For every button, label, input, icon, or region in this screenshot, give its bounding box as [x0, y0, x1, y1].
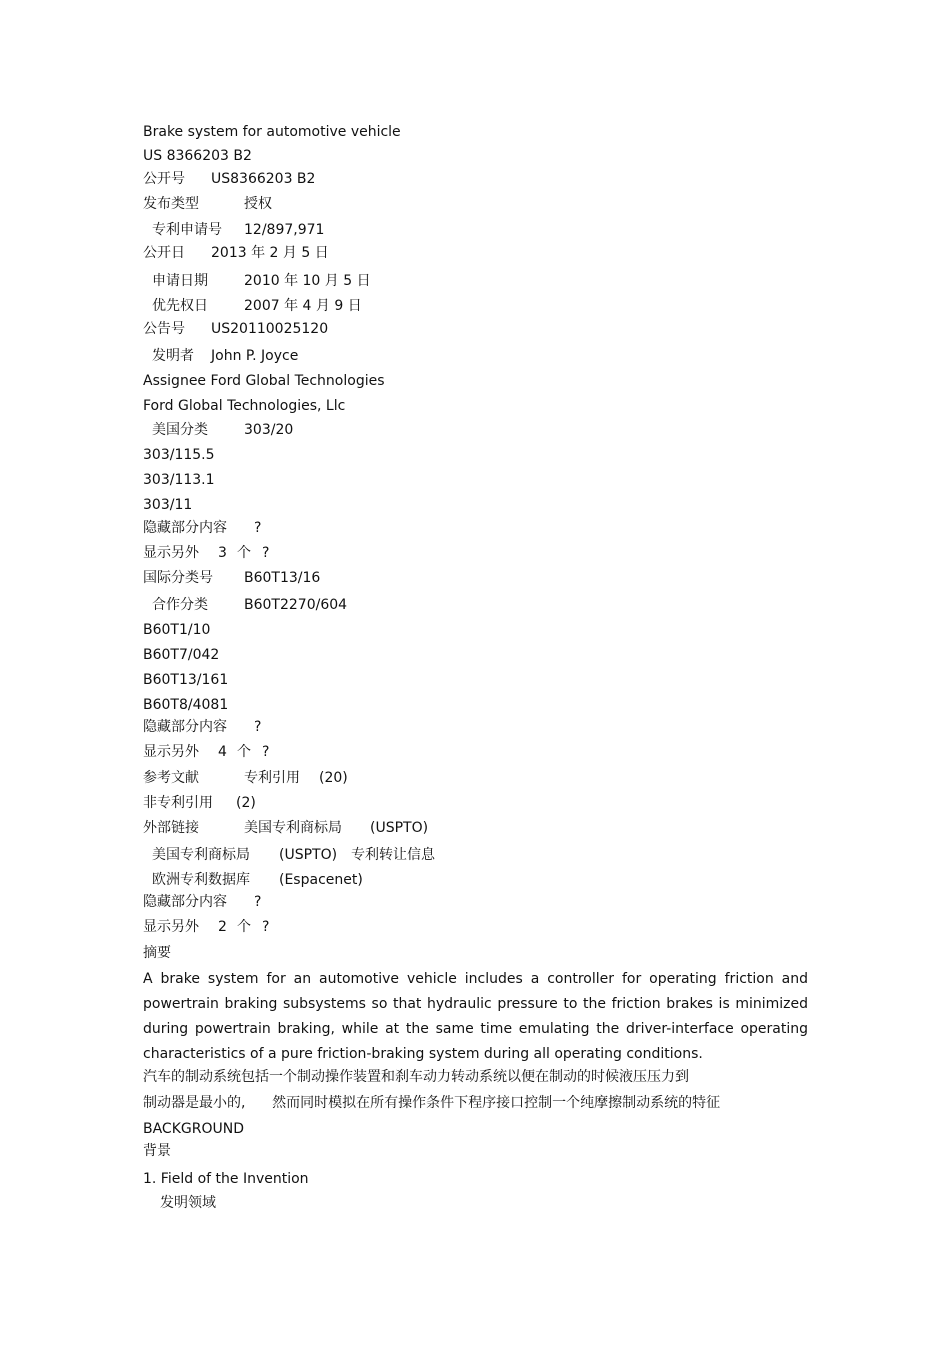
us-class-4: 303/11 — [143, 497, 193, 513]
label: 合作分类 — [152, 597, 208, 613]
row-external-3 — [152, 871, 363, 889]
label: 隐藏部分内容 — [143, 719, 227, 735]
value: 303/20 — [244, 422, 294, 438]
patent-title: Brake system for automotive vehicle — [143, 124, 401, 140]
abstract-line: powertrain braking subsystems so that hydraulic pressure to the friction brakes is minimized — [143, 996, 808, 1012]
assignee-line: Assignee Ford Global Technologies — [143, 373, 385, 389]
value: 2007 年 4 月 9 日 — [244, 298, 362, 314]
row-external-2 — [152, 846, 435, 864]
count: 3 — [218, 545, 227, 561]
label: 发布类型 — [143, 196, 199, 212]
value: John P. Joyce — [211, 348, 299, 364]
label: 国际分类号 — [143, 570, 213, 586]
value: 授权 — [244, 196, 272, 212]
field-heading: 1. Field of the Invention — [143, 1171, 309, 1187]
value: 12/897,971 — [244, 222, 325, 238]
label: 隐藏部分内容 — [143, 894, 227, 910]
label: 优先权日 — [152, 298, 208, 314]
abstract-line: characteristics of a pure friction-braking system during all operating conditions. — [143, 1046, 703, 1062]
label: 发明者 — [152, 348, 194, 364]
row-inventor — [152, 347, 298, 365]
us-class-3: 303/113.1 — [143, 472, 215, 488]
label: 美国分类 — [152, 422, 208, 438]
value: 2010 年 10 月 5 日 — [244, 273, 371, 289]
abstract-chinese-1: 汽车的制动系统包括一个制动操作装置和刹车动力转动系统以便在制动的时候液压压力到 — [143, 1069, 689, 1085]
row-intl — [143, 569, 320, 587]
row-external — [143, 819, 428, 837]
question-icon: ? — [254, 520, 262, 536]
row-notice — [143, 320, 328, 338]
label: 参考文献 — [143, 770, 199, 786]
row-us-class — [152, 421, 293, 439]
abstract-english — [143, 967, 808, 1067]
row-app-no — [152, 221, 324, 239]
abstract-heading: 摘要 — [143, 945, 171, 961]
count: 2 — [218, 919, 227, 935]
show-more-3[interactable] — [143, 918, 269, 936]
field-heading-zh: 发明领域 — [160, 1195, 216, 1211]
value: 2013 年 2 月 5 日 — [211, 245, 329, 261]
question-icon: ? — [262, 545, 270, 561]
abstract-chinese-2: 制动器是最小的, 然而同时模拟在所有操作条件下程序接口控制一个纯摩擦制动系统的特征 — [143, 1095, 721, 1111]
label: 申请日期 — [152, 273, 208, 289]
label: 显示另外 — [143, 545, 199, 561]
value: US8366203 B2 — [211, 171, 316, 187]
value: US20110025120 — [211, 321, 329, 337]
question-icon: ? — [254, 719, 262, 735]
row-pub-date — [143, 244, 329, 262]
patent-id: US 8366203 B2 — [143, 148, 252, 164]
patent-citations-link[interactable]: 专利引用 — [244, 770, 300, 786]
abstract-line: A brake system for an automotive vehicle includes a controller for operating friction and — [143, 971, 808, 987]
question-icon: ? — [254, 894, 262, 910]
label: 公开日 — [143, 245, 185, 261]
hide-toggle-3[interactable] — [143, 893, 261, 911]
suffix: (USPTO) — [279, 847, 338, 863]
row-coop — [152, 596, 347, 614]
us-class-2: 303/115.5 — [143, 447, 215, 463]
assignment-info-link[interactable]: 专利转让信息 — [351, 847, 435, 863]
label: 显示另外 — [143, 744, 199, 760]
suffix: (USPTO) — [370, 820, 429, 836]
coop-3: B60T7/042 — [143, 647, 220, 663]
row-priority — [152, 297, 362, 315]
unit: 个 — [237, 545, 251, 561]
coop-2: B60T1/10 — [143, 622, 211, 638]
coop-5: B60T8/4081 — [143, 697, 229, 713]
row-refs — [143, 769, 348, 787]
label: 外部链接 — [143, 820, 199, 836]
hide-toggle-2[interactable] — [143, 718, 261, 736]
row-type — [143, 195, 272, 213]
label: 专利申请号 — [152, 222, 222, 238]
unit: 个 — [237, 919, 251, 935]
show-more-2[interactable] — [143, 743, 269, 761]
question-icon: ? — [262, 919, 270, 935]
nonpatent-citations-link[interactable]: 非专利引用 — [143, 795, 213, 811]
uspto-assignment-link[interactable]: 美国专利商标局 — [152, 847, 250, 863]
background-heading: BACKGROUND — [143, 1121, 244, 1137]
value: B60T13/16 — [244, 570, 321, 586]
unit: 个 — [237, 744, 251, 760]
label: 公告号 — [143, 321, 185, 337]
hide-toggle-1[interactable] — [143, 519, 261, 537]
row-nonpatent-refs — [143, 794, 256, 812]
value: B60T2270/604 — [244, 597, 348, 613]
count: 4 — [218, 744, 227, 760]
coop-4: B60T13/161 — [143, 672, 229, 688]
abstract-line: during powertrain braking, while at the same time emulating the driver-interface operating — [143, 1021, 808, 1037]
count: (2) — [236, 795, 256, 811]
row-filing — [152, 272, 371, 290]
label: 显示另外 — [143, 919, 199, 935]
show-more-1[interactable] — [143, 544, 269, 562]
label: 隐藏部分内容 — [143, 520, 227, 536]
assignee-name: Ford Global Technologies, Llc — [143, 398, 346, 414]
label: 公开号 — [143, 171, 185, 187]
suffix: (Espacenet) — [279, 872, 363, 888]
uspto-link[interactable]: 美国专利商标局 — [244, 820, 342, 836]
background-heading-zh: 背景 — [143, 1143, 171, 1159]
espacenet-link[interactable]: 欧洲专利数据库 — [152, 872, 250, 888]
row-pub-no — [143, 170, 315, 188]
count: (20) — [319, 770, 348, 786]
question-icon: ? — [262, 744, 270, 760]
